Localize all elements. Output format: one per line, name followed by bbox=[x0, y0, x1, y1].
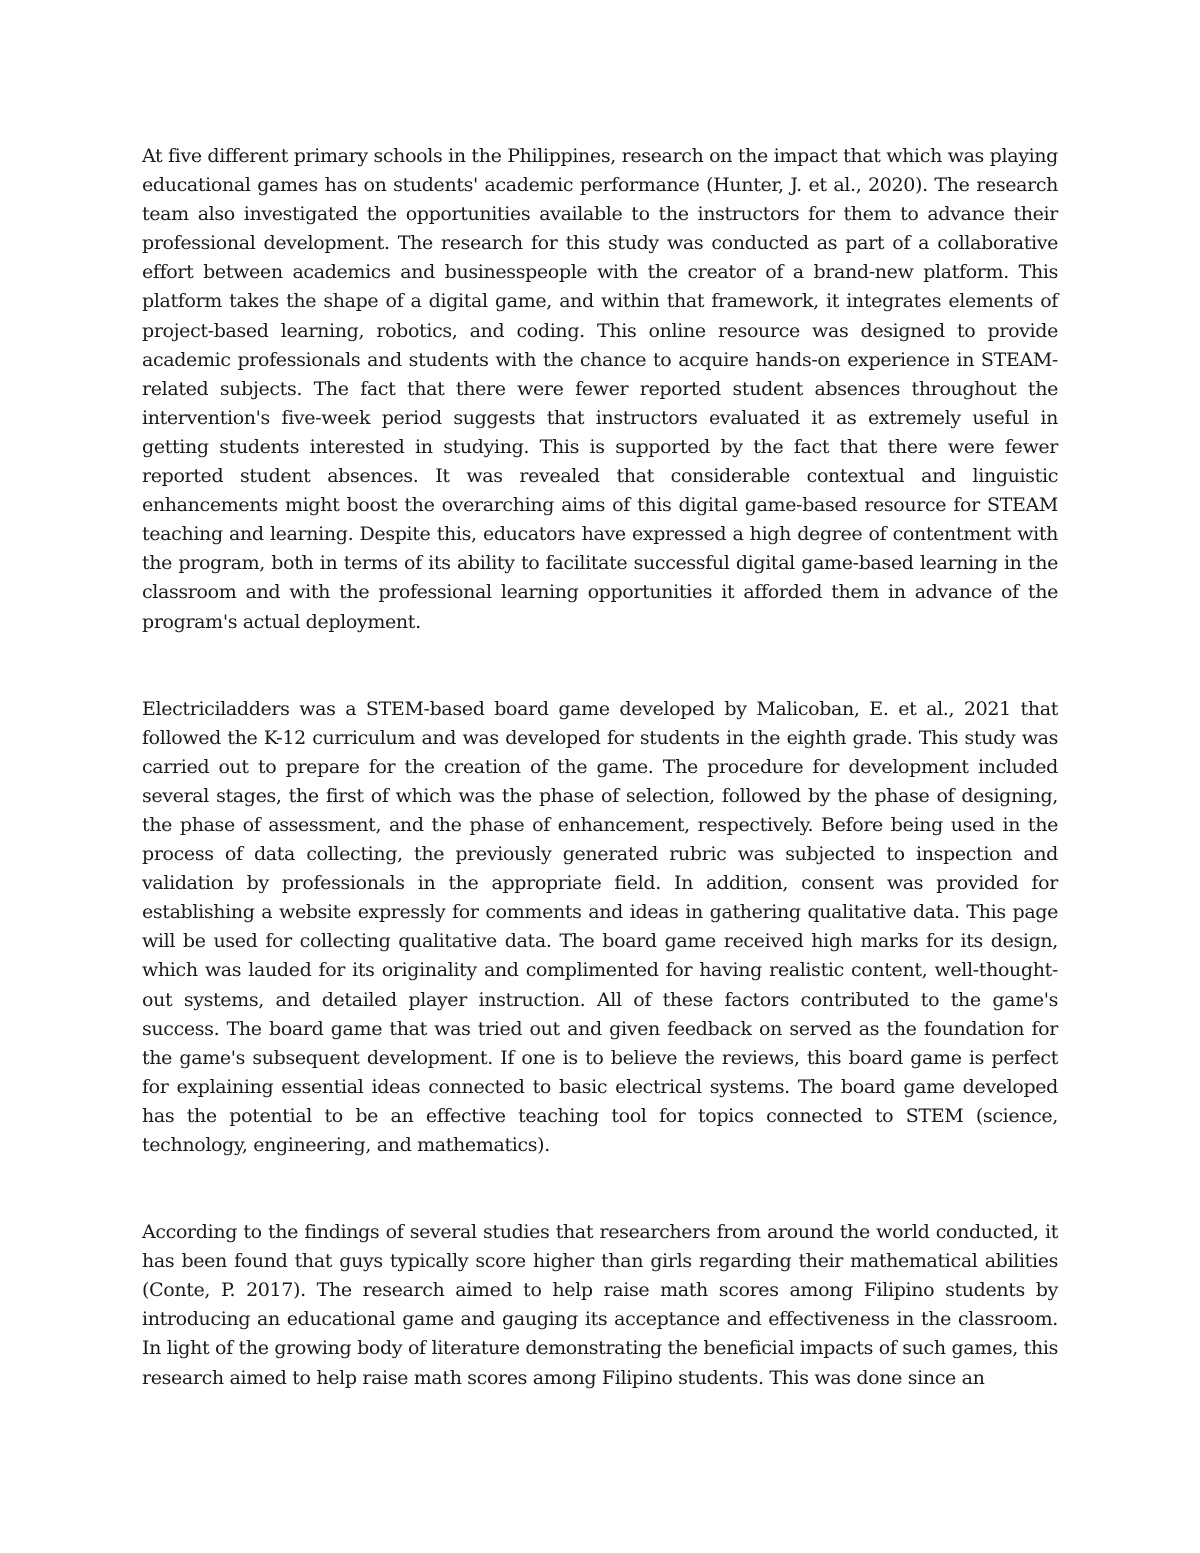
paragraph-conte-study: According to the findings of several studies that researchers from around the world conducted, it has been found that guys typically score higher than girls regarding their mathematical abilities (Conte, P. 2017). The research aimed to help raise math scores among Filipino students by introducing an educational game and gauging its acceptance and effectiveness in the classroom. In light of the growing body of literature demonstrating the beneficial impacts of such games, this research aimed to help raise math scores among Filipino students. This was done since an bbox=[142, 1221, 1058, 1389]
paragraph-electriciladders-study: Electriciladders was a STEM-based board game developed by Malicoban, E. et al., 2021 that followed the K-12 curriculum and was developed for students in the eighth grade. This study was carried out to prepare for the creation of the game. The procedure for development included several stages, the first of which was the phase of selection, followed by the phase of designing, the phase of assessment, and the phase of enhancement, respectively. Before being used in the process of data collecting, the previously generated rubric was subjected to inspection and validation by professionals in the appropriate field. In addition, consent was provided for establishing a website expressly for comments and ideas in gathering qualitative data. This page will be used for collecting qualitative data. The board game received high marks for its design, which was lauded for its originality and complimented for having realistic content, well-thought-out systems, and detailed player instruction. All of these factors contributed to the game's success. The board game that was tried out and given feedback on served as the foundation for the game's subsequent development. If one is to believe the reviews, this board game is perfect for explaining essential ideas connected to basic electrical systems. The board game developed has the potential to be an effective teaching tool for topics connected to STEM (science, technology, engineering, and mathematics). bbox=[142, 697, 1058, 1156]
paragraph-hunter-study: At five different primary schools in the Philippines, research on the impact that which was playing educational games has on students' academic performance (Hunter, J. et al., 2020). The research team also investigated the opportunities available to the instructors for them to advance their professional development. The research for this study was conducted as part of a collaborative effort between academics and businesspeople with the creator of a brand-new platform. This platform takes the shape of a digital game, and within that framework, it integrates elements of project-based learning, robotics, and coding. This online resource was designed to provide academic professionals and students with the chance to acquire hands-on experience in STEAM-related subjects. The fact that there were fewer reported student absences throughout the intervention's five-week period suggests that instructors evaluated it as extremely useful in getting students interested in studying. This is supported by the fact that there were fewer reported student absences. It was revealed that considerable contextual and linguistic enhancements might boost the overarching aims of this digital game-based resource for STEAM teaching and learning. Despite this, educators have expressed a high degree of contentment with the program, both in terms of its ability to facilitate successful digital game-based learning in the classroom and with the professional learning opportunities it afforded them in advance of the program's actual deployment. bbox=[142, 145, 1058, 633]
document-body bbox=[142, 142, 1058, 1393]
